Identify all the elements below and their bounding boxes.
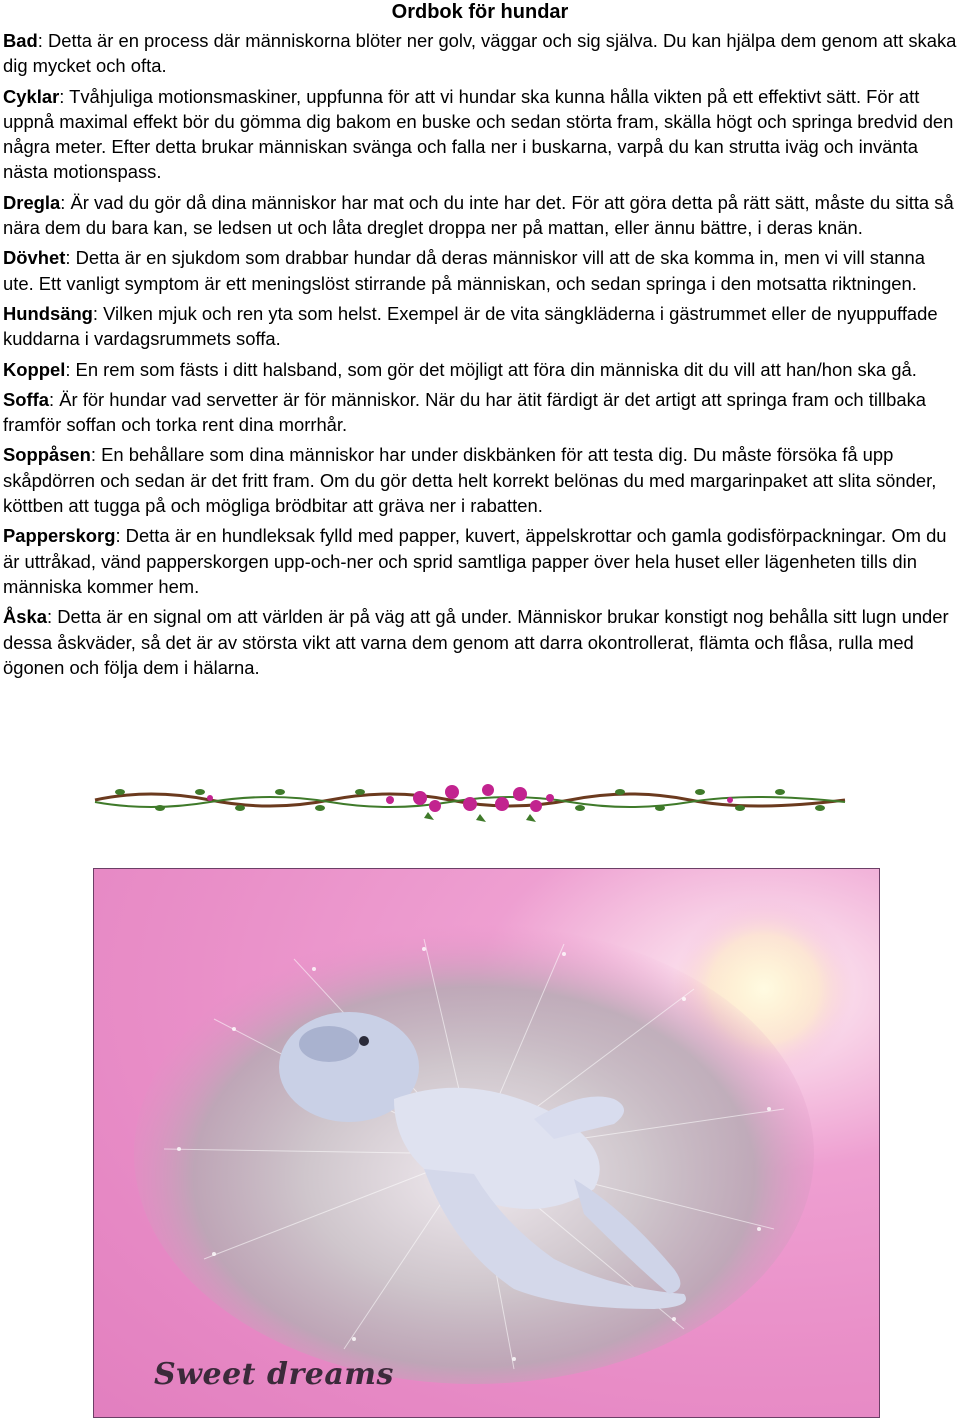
entry-definition: : Detta är en process där människorna blöter ner golv, väggar och sig själva. Du kan hjälpa dem genom att skaka dig mycket och ofta. xyxy=(3,30,957,77)
entry-bad xyxy=(3,28,958,79)
entry-papperskorg xyxy=(3,523,958,599)
entry-definition: : Vilken mjuk och ren yta som helst. Exempel är de vita sängkläderna i gästrummet eller de nyuppuffade kuddarna i vardagsrummets soffa. xyxy=(3,302,938,350)
entry-definition: : Detta är en signal om att världen är på väg att gå under. Människor brukar konstigt nog behålla sitt lugn under dessa åskväder, så det är av största vikt att varna dem genom att darra okontrollerat, flämta och flåsa, rulla med ögonen och följa dem i hälarna. xyxy=(3,606,949,678)
dandelion-puppy-illustration xyxy=(94,869,879,1417)
entry-soppasen xyxy=(3,442,958,518)
entry-definition: : Tvåhjuliga motionsmaskiner, uppfunna för att vi hundar ska kunna hålla vikten på ett effektivt sätt. För att uppnå maximal effekt bör du gömma dig bakom en buske och sedan störta fram, skälla högt och springa bredvid den några meter. Efter detta brukar människan svänga och falla ner i buskarna, varpå du kan strutta iväg och invänta nästa motionspass. xyxy=(3,85,954,183)
entry-hundsang xyxy=(3,301,958,352)
entry-term: Dregla xyxy=(3,191,61,213)
flower-vine-divider xyxy=(90,778,850,824)
photo-caption: Sweet dreams xyxy=(154,1357,394,1392)
entry-definition: : Är vad du gör då dina människor har mat och du inte har det. För att göra detta på rätt sätt, måste du sitta så nära dem du bara kan, se ledsen ut och låta dreglet droppa ner på mattan, eller ännu bättre, i deras knän. xyxy=(3,191,954,239)
entry-term: Hundsäng xyxy=(3,302,93,324)
entry-term: Åska xyxy=(3,606,47,628)
entry-dregla xyxy=(3,190,958,241)
entry-definition: : Detta är en sjukdom som drabbar hundar då deras människor vill att de ska komma in, men vi vill stanna ute. Ett vanligt symptom är ett meningslöst stirrande på människan, och sedan springa i den motsatta riktningen. xyxy=(3,247,925,294)
entry-term: Dövhet xyxy=(3,247,66,269)
sweet-dreams-photo xyxy=(93,868,880,1418)
entry-term: Koppel xyxy=(3,358,66,380)
entry-term: Cyklar xyxy=(3,85,60,107)
entry-definition: : En behållare som dina människor har under diskbänken för att testa dig. Du måste försöka få upp skåpdörren och sedan är det fritt fram. Om du gör detta helt korrekt belönas du med margarinpaket att slita sönder, köttben att tugga på och mögliga brödbitar att gräva ner i rabatten. xyxy=(3,444,937,517)
entry-term: Soppåsen xyxy=(3,444,91,466)
entry-koppel xyxy=(3,357,958,382)
entry-definition: : Är för hundar vad servetter är för människor. När du har ätit färdigt är det artigt att springa fram och tillbaka framför soffan och torka rent dina morrhår. xyxy=(3,388,927,436)
entry-definition: : Detta är en hundleksak fylld med papper, kuvert, äppelskrottar och gamla godisförpackningar. Om du är uttråkad, vänd papperskorgen upp-och-ner och sprid samtliga papper över hela huset eller lägenheten tills din människa kommer hem. xyxy=(3,525,947,597)
entry-term: Soffa xyxy=(3,388,49,410)
entry-definition: : En rem som fästs i ditt halsband, som gör det möjligt att föra din människa dit du vill att han/hon ska gå. xyxy=(65,358,917,380)
page-title: Ordbok för hundar xyxy=(391,1,569,23)
entry-soffa xyxy=(3,387,958,438)
entry-dovhet xyxy=(3,245,958,296)
entry-aska xyxy=(3,604,958,680)
entry-term: Papperskorg xyxy=(3,525,116,547)
entry-term: Bad xyxy=(3,30,38,51)
dictionary-entries xyxy=(3,28,958,685)
entry-cyklar xyxy=(3,84,958,185)
